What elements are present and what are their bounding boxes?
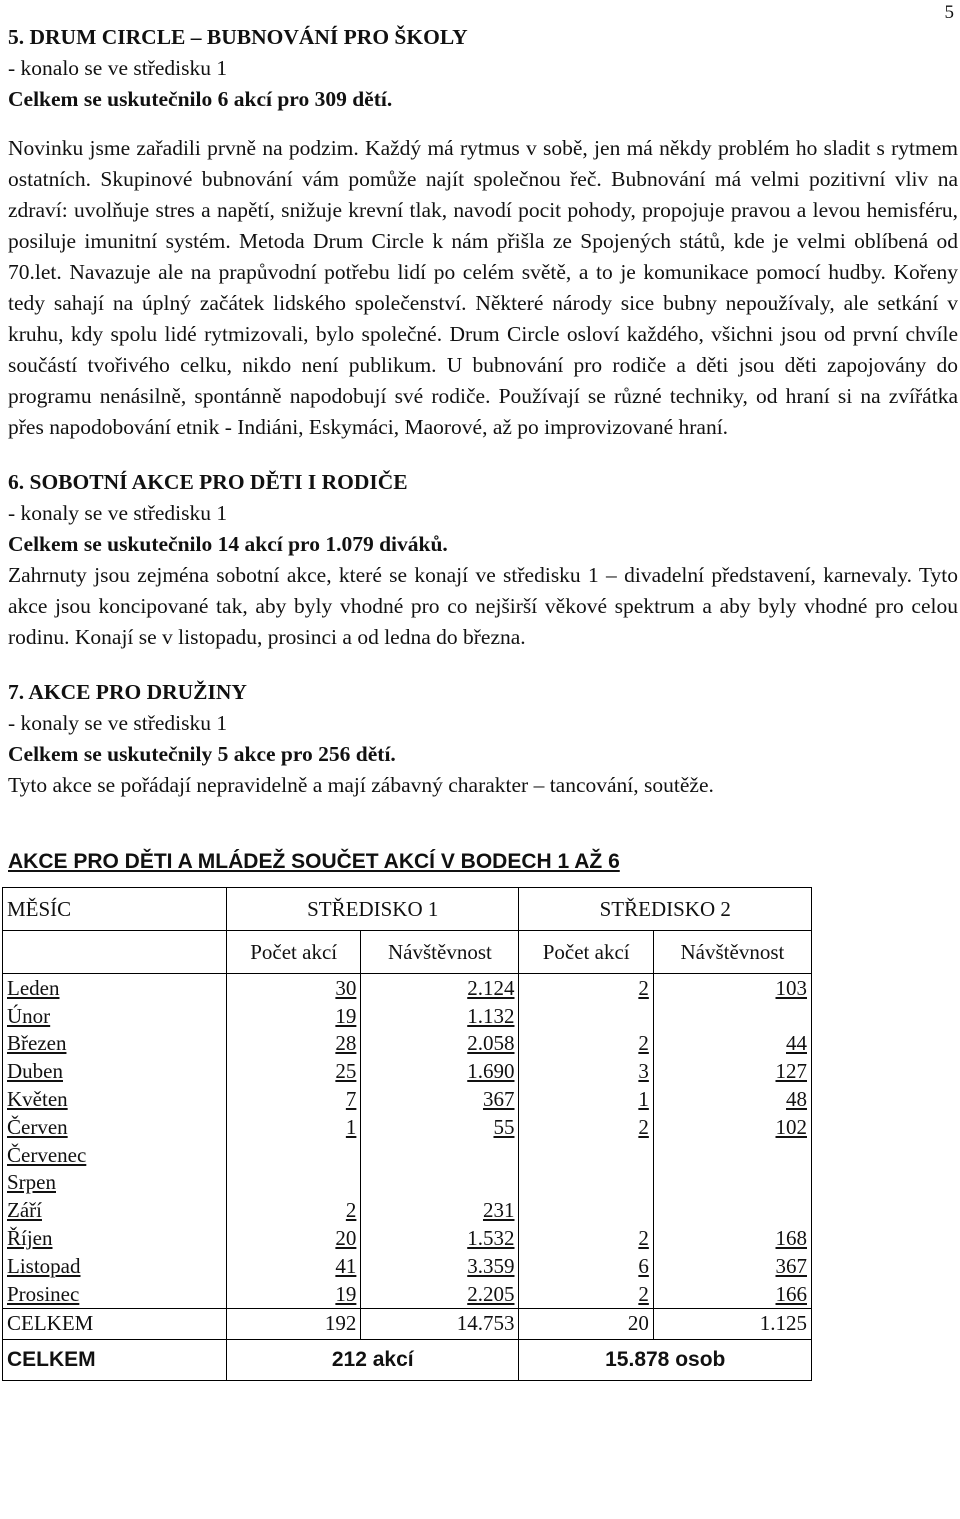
s2-count-cell: 2 [519,1030,653,1058]
grand-total-people: 15.878 osob [519,1339,812,1380]
s2-count-cell: 6 [519,1252,653,1280]
s1-count-cell: 30 [227,974,361,1002]
s2-visits-cell [653,1169,811,1197]
s1-count-cell: 19 [227,1280,361,1308]
s2-visits-cell: 102 [653,1113,811,1141]
s1-visits-cell: 2.058 [361,1030,519,1058]
month-cell: Září [3,1196,227,1224]
section-5-body: Novinku jsme zařadili prvně na podzim. Každý má rytmus v sobě, jen má někdy problém ho sladit s rytmem ostatních. Skupinové bubnování vám pomůže najít společnou řeč. Bubnování má velmi pozitivní vliv na zdraví: uvolňuje stres a napětí, snižuje krevní tlak, navodí pocit pohody, propojuje pravou a levou hemisféru, posiluje imunitní systém. Metoda Drum Circle k nám přišla ze Spojených států, kde je velmi oblíbená od 70.let. Navazuje ale na prapůvodní potřebu lidí po celém světě, a to je komunikace pomocí hudby. Kořeny tedy sahají na úplný začátek lidského společenství. Některé národy sice bubny nepoužívaly, ale setkání v kruhu, kdy spolu lidé rytmizovali, bylo společné. Drum Circle osloví každého, všichni jsou od první chvíle součástí tvořivého celku, nikdo není publikum. U bubnování pro rodiče a děti jsou děti zapojovány do programu nenásilně, spontánně napodobují své rodiče. Používají se různé techniky, od hraní si na zvířátka přes napodobování etnik - Indiáni, Eskymáci, Maorové, až po improvizované hraní. [8,136,958,439]
total-row [3,1308,812,1339]
s2-visits-cell: 367 [653,1252,811,1280]
s2-visits-cell [653,1141,811,1169]
month-header: MĚSÍC [3,888,227,931]
section-5-place: - konalo se ve středisku 1 [8,56,228,80]
month-cell: Prosinec [3,1280,227,1308]
table-row [3,1002,812,1030]
s1-count-cell: 20 [227,1224,361,1252]
s2-count-cell: 2 [519,1280,653,1308]
s2-visits-cell: 44 [653,1030,811,1058]
s2-count-cell: 3 [519,1057,653,1085]
s1-visits-cell: 3.359 [361,1252,519,1280]
section-5-summary: Celkem se uskutečnilo 6 akcí pro 309 dětí. [8,87,393,111]
table-row [3,1113,812,1141]
month-cell: Březen [3,1030,227,1058]
s1-count-cell: 7 [227,1085,361,1113]
s1-visits-cell: 1.532 [361,1224,519,1252]
month-cell: Říjen [3,1224,227,1252]
month-cell: Listopad [3,1252,227,1280]
s1-visits-cell: 2.205 [361,1280,519,1308]
s2-count-cell: 2 [519,1224,653,1252]
s1-visits-cell: 1.132 [361,1002,519,1030]
month-cell: Duben [3,1057,227,1085]
section-6-body: Zahrnuty jsou zejména sobotní akce, které se konají ve středisku 1 – divadelní představení, karnevaly. Tyto akce jsou koncipované tak, aby byly vhodné pro co nejširší věkové spektrum a aby byly vhodné pro celou rodinu. Konají se v listopadu, prosinci a od ledna do března. [8,563,958,649]
s1-visits-header: Návštěvnost [361,931,519,974]
s1-visits-cell: 2.124 [361,974,519,1002]
s1-count-cell: 41 [227,1252,361,1280]
s2-visits-cell: 103 [653,974,811,1002]
s2-visits-cell: 48 [653,1085,811,1113]
total-s1-visits: 14.753 [361,1308,519,1339]
table-header-row [3,888,812,931]
table-row [3,1280,812,1308]
s2-count-header: Počet akcí [519,931,653,974]
section-6-summary: Celkem se uskutečnilo 14 akcí pro 1.079 diváků. [8,532,448,556]
s2-count-cell: 1 [519,1085,653,1113]
s1-count-cell: 25 [227,1057,361,1085]
s2-visits-cell: 166 [653,1280,811,1308]
section-5-title: 5. DRUM CIRCLE – BUBNOVÁNÍ PRO ŠKOLY [8,25,468,49]
s2-visits-cell [653,1196,811,1224]
center-1-header: STŘEDISKO 1 [227,888,519,931]
total-s2-count: 20 [519,1308,653,1339]
s2-visits-cell: 127 [653,1057,811,1085]
s2-visits-cell: 168 [653,1224,811,1252]
table-row [3,1057,812,1085]
table-title: AKCE PRO DĚTI A MLÁDEŽ SOUČET AKCÍ V BODECH 1 AŽ 6 [8,850,620,873]
grand-total-actions: 212 akcí [227,1339,519,1380]
s1-count-header: Počet akcí [227,931,361,974]
s1-count-cell [227,1141,361,1169]
s2-count-cell [519,1002,653,1030]
s2-visits-cell [653,1002,811,1030]
table-row [3,1141,812,1169]
section-6-title: 6. SOBOTNÍ AKCE PRO DĚTI I RODIČE [8,470,408,494]
total-label: CELKEM [3,1308,227,1339]
section-6-place: - konaly se ve středisku 1 [8,501,228,525]
month-cell: Červen [3,1113,227,1141]
table-row [3,974,812,1002]
s1-visits-cell: 55 [361,1113,519,1141]
month-cell: Červenec [3,1141,227,1169]
s1-visits-cell: 367 [361,1085,519,1113]
summary-table [2,887,812,1381]
s2-count-cell [519,1141,653,1169]
s1-count-cell: 1 [227,1113,361,1141]
center-2-header: STŘEDISKO 2 [519,888,812,931]
s1-visits-cell: 231 [361,1196,519,1224]
s2-count-cell: 2 [519,1113,653,1141]
s1-visits-cell [361,1141,519,1169]
table-row [3,1169,812,1197]
s1-visits-cell [361,1169,519,1197]
month-cell: Srpen [3,1169,227,1197]
table-row [3,1196,812,1224]
s1-count-cell: 28 [227,1030,361,1058]
s2-count-cell [519,1196,653,1224]
table-subheader-row [3,931,812,974]
total-s2-visits: 1.125 [653,1308,811,1339]
document-body [8,22,958,1381]
month-cell: Únor [3,1002,227,1030]
page-number: 5 [944,2,954,23]
total-s1-count: 192 [227,1308,361,1339]
s1-count-cell: 19 [227,1002,361,1030]
section-7-summary: Celkem se uskutečnily 5 akce pro 256 dětí. [8,742,396,766]
table-row [3,1030,812,1058]
section-7-body: Tyto akce se pořádají nepravidelně a mají zábavný charakter – tancování, soutěže. [8,773,714,797]
s1-count-cell [227,1169,361,1197]
s2-count-cell: 2 [519,974,653,1002]
s1-count-cell: 2 [227,1196,361,1224]
empty-cell [3,931,227,974]
s2-count-cell [519,1169,653,1197]
table-row [3,1085,812,1113]
section-7-place: - konaly se ve středisku 1 [8,711,228,735]
grand-total-row [3,1339,812,1380]
table-row [3,1224,812,1252]
grand-total-label: CELKEM [3,1339,227,1380]
month-cell: Květen [3,1085,227,1113]
s1-visits-cell: 1.690 [361,1057,519,1085]
section-7-title: 7. AKCE PRO DRUŽINY [8,680,247,704]
month-cell: Leden [3,974,227,1002]
table-row [3,1252,812,1280]
s2-visits-header: Návštěvnost [653,931,811,974]
